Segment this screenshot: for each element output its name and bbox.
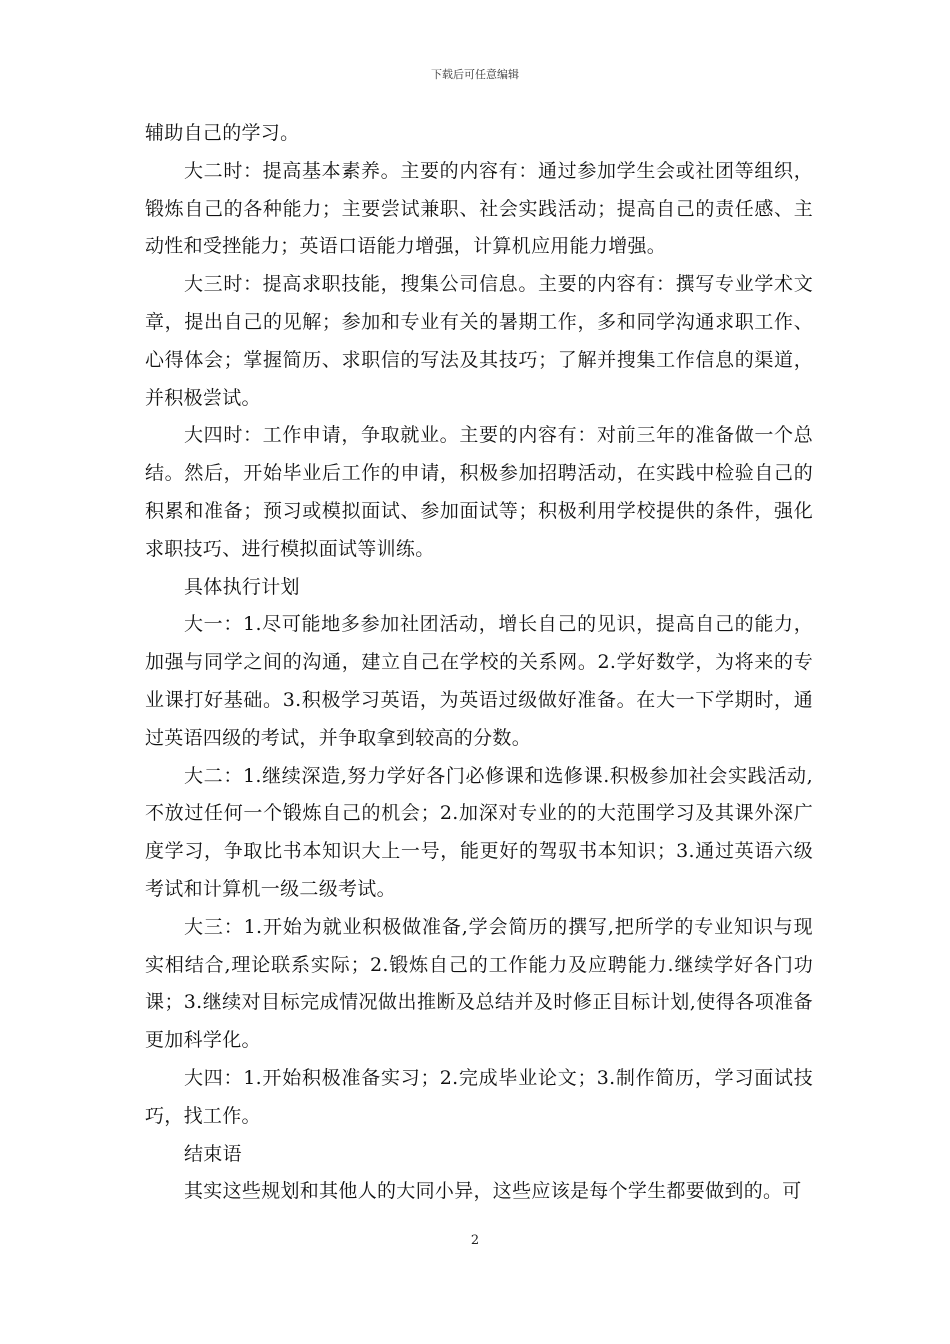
paragraph: 大四：1.开始积极准备实习；2.完成毕业论文；3.制作简历，学习面试技巧，找工作。 bbox=[145, 1066, 813, 1127]
section-heading: 结束语 bbox=[184, 1142, 242, 1165]
paragraph: 大一：1.尽可能地多参加社团活动，增长自己的见识，提高自己的能力，加强与同学之间的沟通，建立自己在学校的关系网。2.学好数学，为将来的专业课打好基础。3.积极学习英语，为英语过级做好准备。在大一下学期时，通过英语四级的考试，并争取拿到较高的分数。 bbox=[145, 613, 813, 749]
page-number: 2 bbox=[470, 1233, 480, 1248]
paragraph: 其实这些规划和其他人的大同小异，这些应该是每个学生都要做到的。可 bbox=[184, 1180, 802, 1203]
page-header: 下载后可任意编辑 bbox=[431, 68, 519, 81]
document-body bbox=[145, 115, 813, 1211]
paragraph: 大二时：提高基本素养。主要的内容有：通过参加学生会或社团等组织，锻炼自己的各种能力；主要尝试兼职、社会实践活动；提高自己的责任感、主动性和受挫能力；英语口语能力增强，计算机应用能力增强。 bbox=[145, 159, 813, 258]
paragraph: 大三：1.开始为就业积极做准备,学会简历的撰写,把所学的专业知识与现实相结合,理论联系实际；2.锻炼自己的工作能力及应聘能力.继续学好各门功课；3.继续对目标完成情况做出推断及总结并及时修正目标计划,使得各项准备更加科学化。 bbox=[145, 915, 813, 1052]
paragraph: 大四时：工作申请，争取就业。主要的内容有：对前三年的准备做一个总结。然后，开始毕业后工作的申请，积极参加招聘活动，在实践中检验自己的积累和准备；预习或模拟面试、参加面试等；积极利用学校提供的条件，强化求职技巧、进行模拟面试等训练。 bbox=[145, 424, 813, 560]
paragraph: 辅助自己的学习。 bbox=[145, 122, 300, 144]
paragraph: 大三时：提高求职技能，搜集公司信息。主要的内容有：撰写专业学术文章，提出自己的见解；参加和专业有关的暑期工作，多和同学沟通求职工作、心得体会；掌握简历、求职信的写法及其技巧；了解并搜集工作信息的渠道，并积极尝试。 bbox=[145, 273, 813, 409]
paragraph: 大二：1.继续深造,努力学好各门必修课和选修课.积极参加社会实践活动,不放过任何一个锻炼自己的机会；2.加深对专业的的大范围学习及其课外深广度学习，争取比书本知识大上一号，能更好的驾驭书本知识；3.通过英语六级考试和计算机一级二级考试。 bbox=[145, 764, 813, 900]
section-heading: 具体执行计划 bbox=[184, 575, 300, 598]
